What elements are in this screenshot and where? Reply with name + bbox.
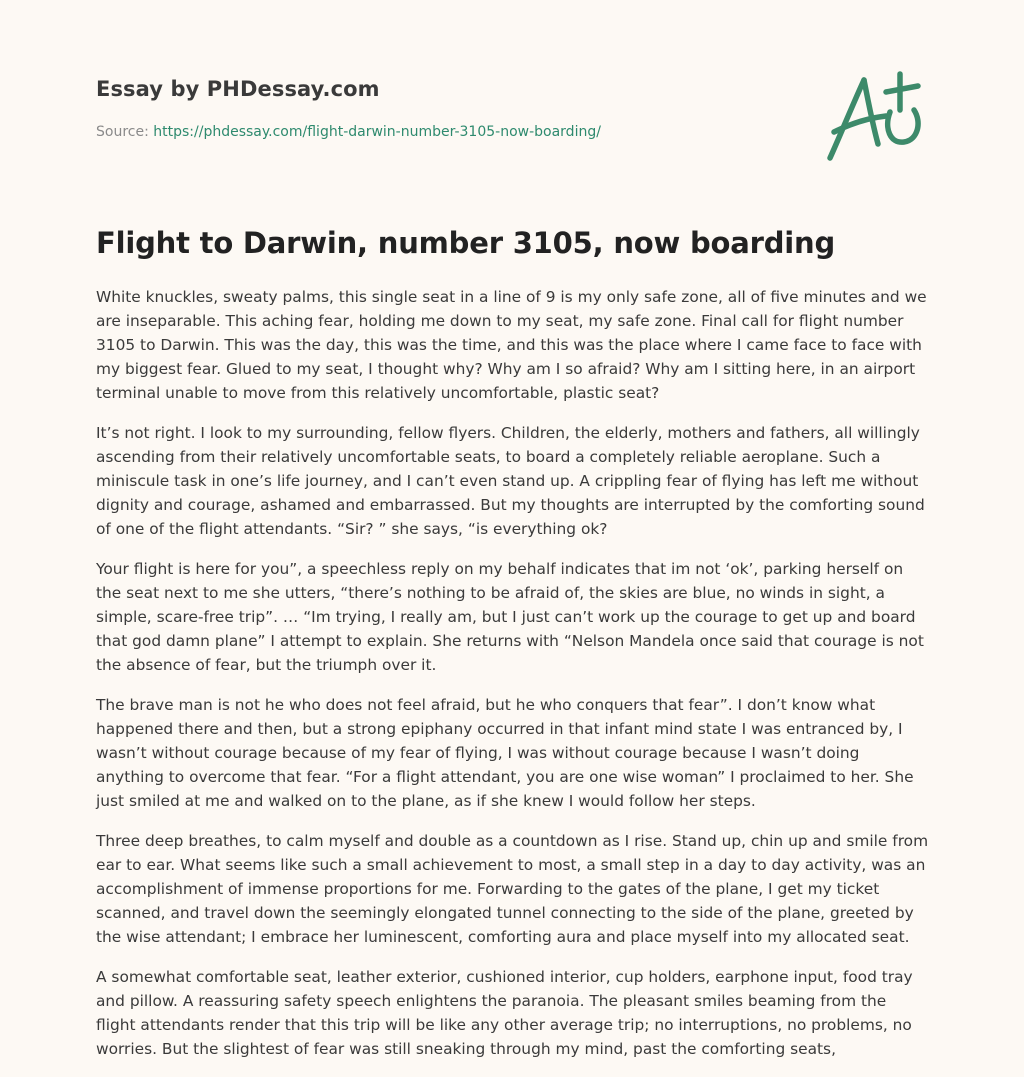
essay-body [96, 285, 930, 1077]
source-link[interactable]: https://phdessay.com/flight-darwin-number-3105-now-boarding/ [153, 124, 601, 140]
essay-paragraph: Three deep breathes, to calm myself and double as a countdown as I rise. Stand up, chin up and smile from ear to ear. What seems like such a small achievement to most, a small step in a day to day activity, was an accomplishment of immense proportions for me. Forwarding to the gates of the plane, I get my ticket scanned, and travel down the seemingly elongated tunnel connecting to the side of the plane, greeted by the wise attendant; I embrace her luminescent, comforting aura and place myself into my allocated seat. [96, 832, 929, 946]
essay-paragraph: The brave man is not he who does not feel afraid, but he who conquers that fear”. I don’t know what happened there and then, but a strong epiphany occurred in that infant mind state I was entranced by, I wasn’t without courage because of my fear of flying, I was without courage because I wasn’t doing anything to overcome that fear. “For a flight attendant, you are one wise woman” I proclaimed to her. She just smiled at me and walked on to the plane, as if she knew I would follow her steps. [96, 696, 914, 810]
a-plus-grade-icon [820, 66, 930, 166]
source-label: Source: [96, 124, 154, 140]
source-line [96, 124, 601, 140]
essay-paragraph: A somewhat comfortable seat, leather exterior, cushioned interior, cup holders, earphone input, food tray and pillow. A reassuring safety speech enlightens the paranoia. The pleasant smiles beaming from the flight attendants render that this trip will be like any other average trip; no interruptions, no problems, no worries. But the slightest of fear was still sneaking through my mind, past the comforting seats, [96, 968, 913, 1058]
essay-title: Flight to Darwin, number 3105, now boarding [96, 226, 836, 260]
essay-paragraph: Your flight is here for you”, a speechless reply on my behalf indicates that im not ‘ok’, parking herself on the seat next to me she utters, “there’s nothing to be afraid of, the skies are blue, no winds in sight, a simple, scare-free trip”. … “Im trying, I really am, but I just can’t work up the courage to get up and board that god damn plane” I attempt to explain. She returns with “Nelson Mandela once said that courage is not the absence of fear, but the triumph over it. [96, 560, 924, 674]
essay-paragraph: White knuckles, sweaty palms, this single seat in a line of 9 is my only safe zone, all of five minutes and we are inseparable. This aching fear, holding me down to my seat, my safe zone. Final call for flight number 3105 to Darwin. This was the day, this was the time, and this was the place where I came face to face with my biggest fear. Glued to my seat, I thought why? Why am I so afraid? Why am I sitting here, in an airport terminal unable to move from this relatively uncomfortable, plastic seat? [96, 288, 927, 402]
essay-paragraph: It’s not right. I look to my surrounding, fellow flyers. Children, the elderly, mothers and fathers, all willingly ascending from their relatively uncomfortable seats, to board a completely reliable aeroplane. Such a miniscule task in one’s life journey, and I can’t even stand up. A crippling fear of flying has left me without dignity and courage, ashamed and embarrassed. But my thoughts are interrupted by the comforting sound of one of the flight attendants. “Sir? ” she says, “is everything ok? [96, 424, 925, 538]
site-brand: Essay by PHDessay.com [96, 77, 380, 101]
